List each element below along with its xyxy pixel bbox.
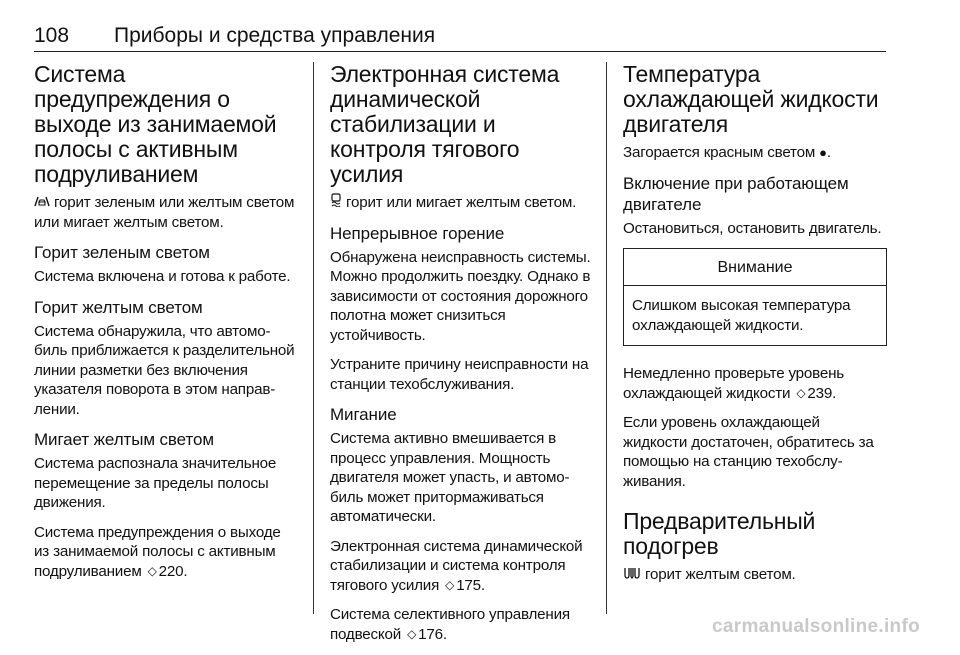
subsection-heading: Непрерывное горение	[330, 223, 505, 243]
chapter-title: Приборы и средства управления	[114, 24, 436, 47]
lane-assist-icon	[34, 193, 50, 213]
section-title: Температура охлаждающей жидкости двигателя	[623, 61, 879, 137]
paragraph-text: Система селективного управления подвеской	[330, 606, 570, 643]
column-divider	[606, 62, 607, 614]
column-divider	[313, 62, 314, 614]
page-header	[34, 20, 886, 50]
page-ref-link[interactable]: 220.	[158, 562, 188, 580]
paragraph	[330, 537, 592, 596]
esc-skid-icon	[330, 193, 342, 213]
paragraph-text: горит зеленым или желтым светом или мигает желтым светом.	[34, 194, 295, 231]
paragraph	[34, 523, 296, 582]
reference-arrow-icon: ◇	[445, 577, 455, 592]
page-ref-link[interactable]: 176.	[418, 625, 447, 643]
section-title: Система предупреждения о выходе из занимаемой полосы с активным подруливанием	[34, 61, 277, 187]
column-coolant	[623, 62, 887, 595]
paragraph: Система активно вмешивается в процесс управления. Мощность двигателя может упасть, и автомобиль может притормаживаться автоматически.	[330, 430, 570, 526]
subsection-heading: Горит зеленым светом	[34, 243, 210, 263]
notice-text: Слишком высокая температура охлаждающей жидкости.	[632, 297, 851, 334]
section-title: Электронная система динамической стабилизации и контроля тягового усилия	[330, 61, 560, 187]
paragraph: Система включена и готова к работе.	[34, 268, 291, 286]
paragraph: Устраните причину неисправности на станции техобслуживания.	[330, 356, 589, 393]
paragraph	[623, 364, 887, 403]
page-ref-link[interactable]: 175.	[456, 576, 485, 594]
watermark: carmanualsonline.info	[712, 616, 920, 637]
paragraph-text: Система предупреждения о выходе из занимаемой полосы с активным подруливанием	[34, 523, 281, 580]
reference-arrow-icon: ◇	[147, 563, 157, 578]
subsection-heading: Включение при работающем двигателе	[623, 173, 849, 214]
reference-arrow-icon: ◇	[407, 627, 417, 642]
notice-title: Внимание	[624, 249, 886, 286]
paragraph	[330, 193, 592, 213]
subsection-heading: Мигает желтым светом	[34, 430, 214, 450]
paragraph: Обнаружена неисправность системы. Можно продолжить поездку. Однако в зависимости от состояния дорожного полотна может снизиться устойчивость.	[330, 248, 591, 344]
paragraph-text: горит или мигает желтым светом.	[346, 194, 577, 211]
column-lane-assist	[34, 62, 296, 591]
paragraph-text: Немедленно проверьте уровень охлаждающей жидкости	[623, 365, 845, 402]
paragraph: Загорается красным светом ●.	[623, 144, 831, 161]
page-ref-link[interactable]: 239.	[807, 384, 837, 402]
paragraph	[34, 193, 296, 232]
glow-plug-icon	[623, 565, 641, 585]
paragraph-text: Загорается красным светом	[623, 144, 816, 161]
paragraph	[623, 565, 887, 585]
paragraph: Если уровень охлаждающей жидкости достаточен, обратитесь за помощью на станцию техобслуживания.	[623, 414, 874, 490]
paragraph: Система обнаружила, что автомобиль приближается к разделительной линии разметки без включения указателя поворота в этом направлении.	[34, 322, 295, 418]
paragraph: Остановиться, остановить двигатель.	[623, 219, 882, 237]
column-esc	[330, 62, 592, 655]
red-dot-icon: ●	[819, 145, 827, 160]
subsection-heading: Мигание	[330, 405, 397, 425]
paragraph-text: Электронная система динамической стабилизации и система контроля тягового усилия	[330, 537, 583, 594]
paragraph: Система распознала значительное перемещение за пределы полосы движения.	[34, 455, 277, 512]
page-number: 108	[34, 24, 70, 47]
section-title: Предварительный подогрев	[623, 508, 816, 560]
warning-notice	[623, 248, 887, 346]
subsection-heading: Горит желтым светом	[34, 297, 203, 317]
paragraph-text: горит желтым светом.	[645, 566, 796, 584]
paragraph	[330, 605, 592, 644]
header-rule	[34, 51, 886, 52]
reference-arrow-icon: ◇	[796, 385, 806, 400]
